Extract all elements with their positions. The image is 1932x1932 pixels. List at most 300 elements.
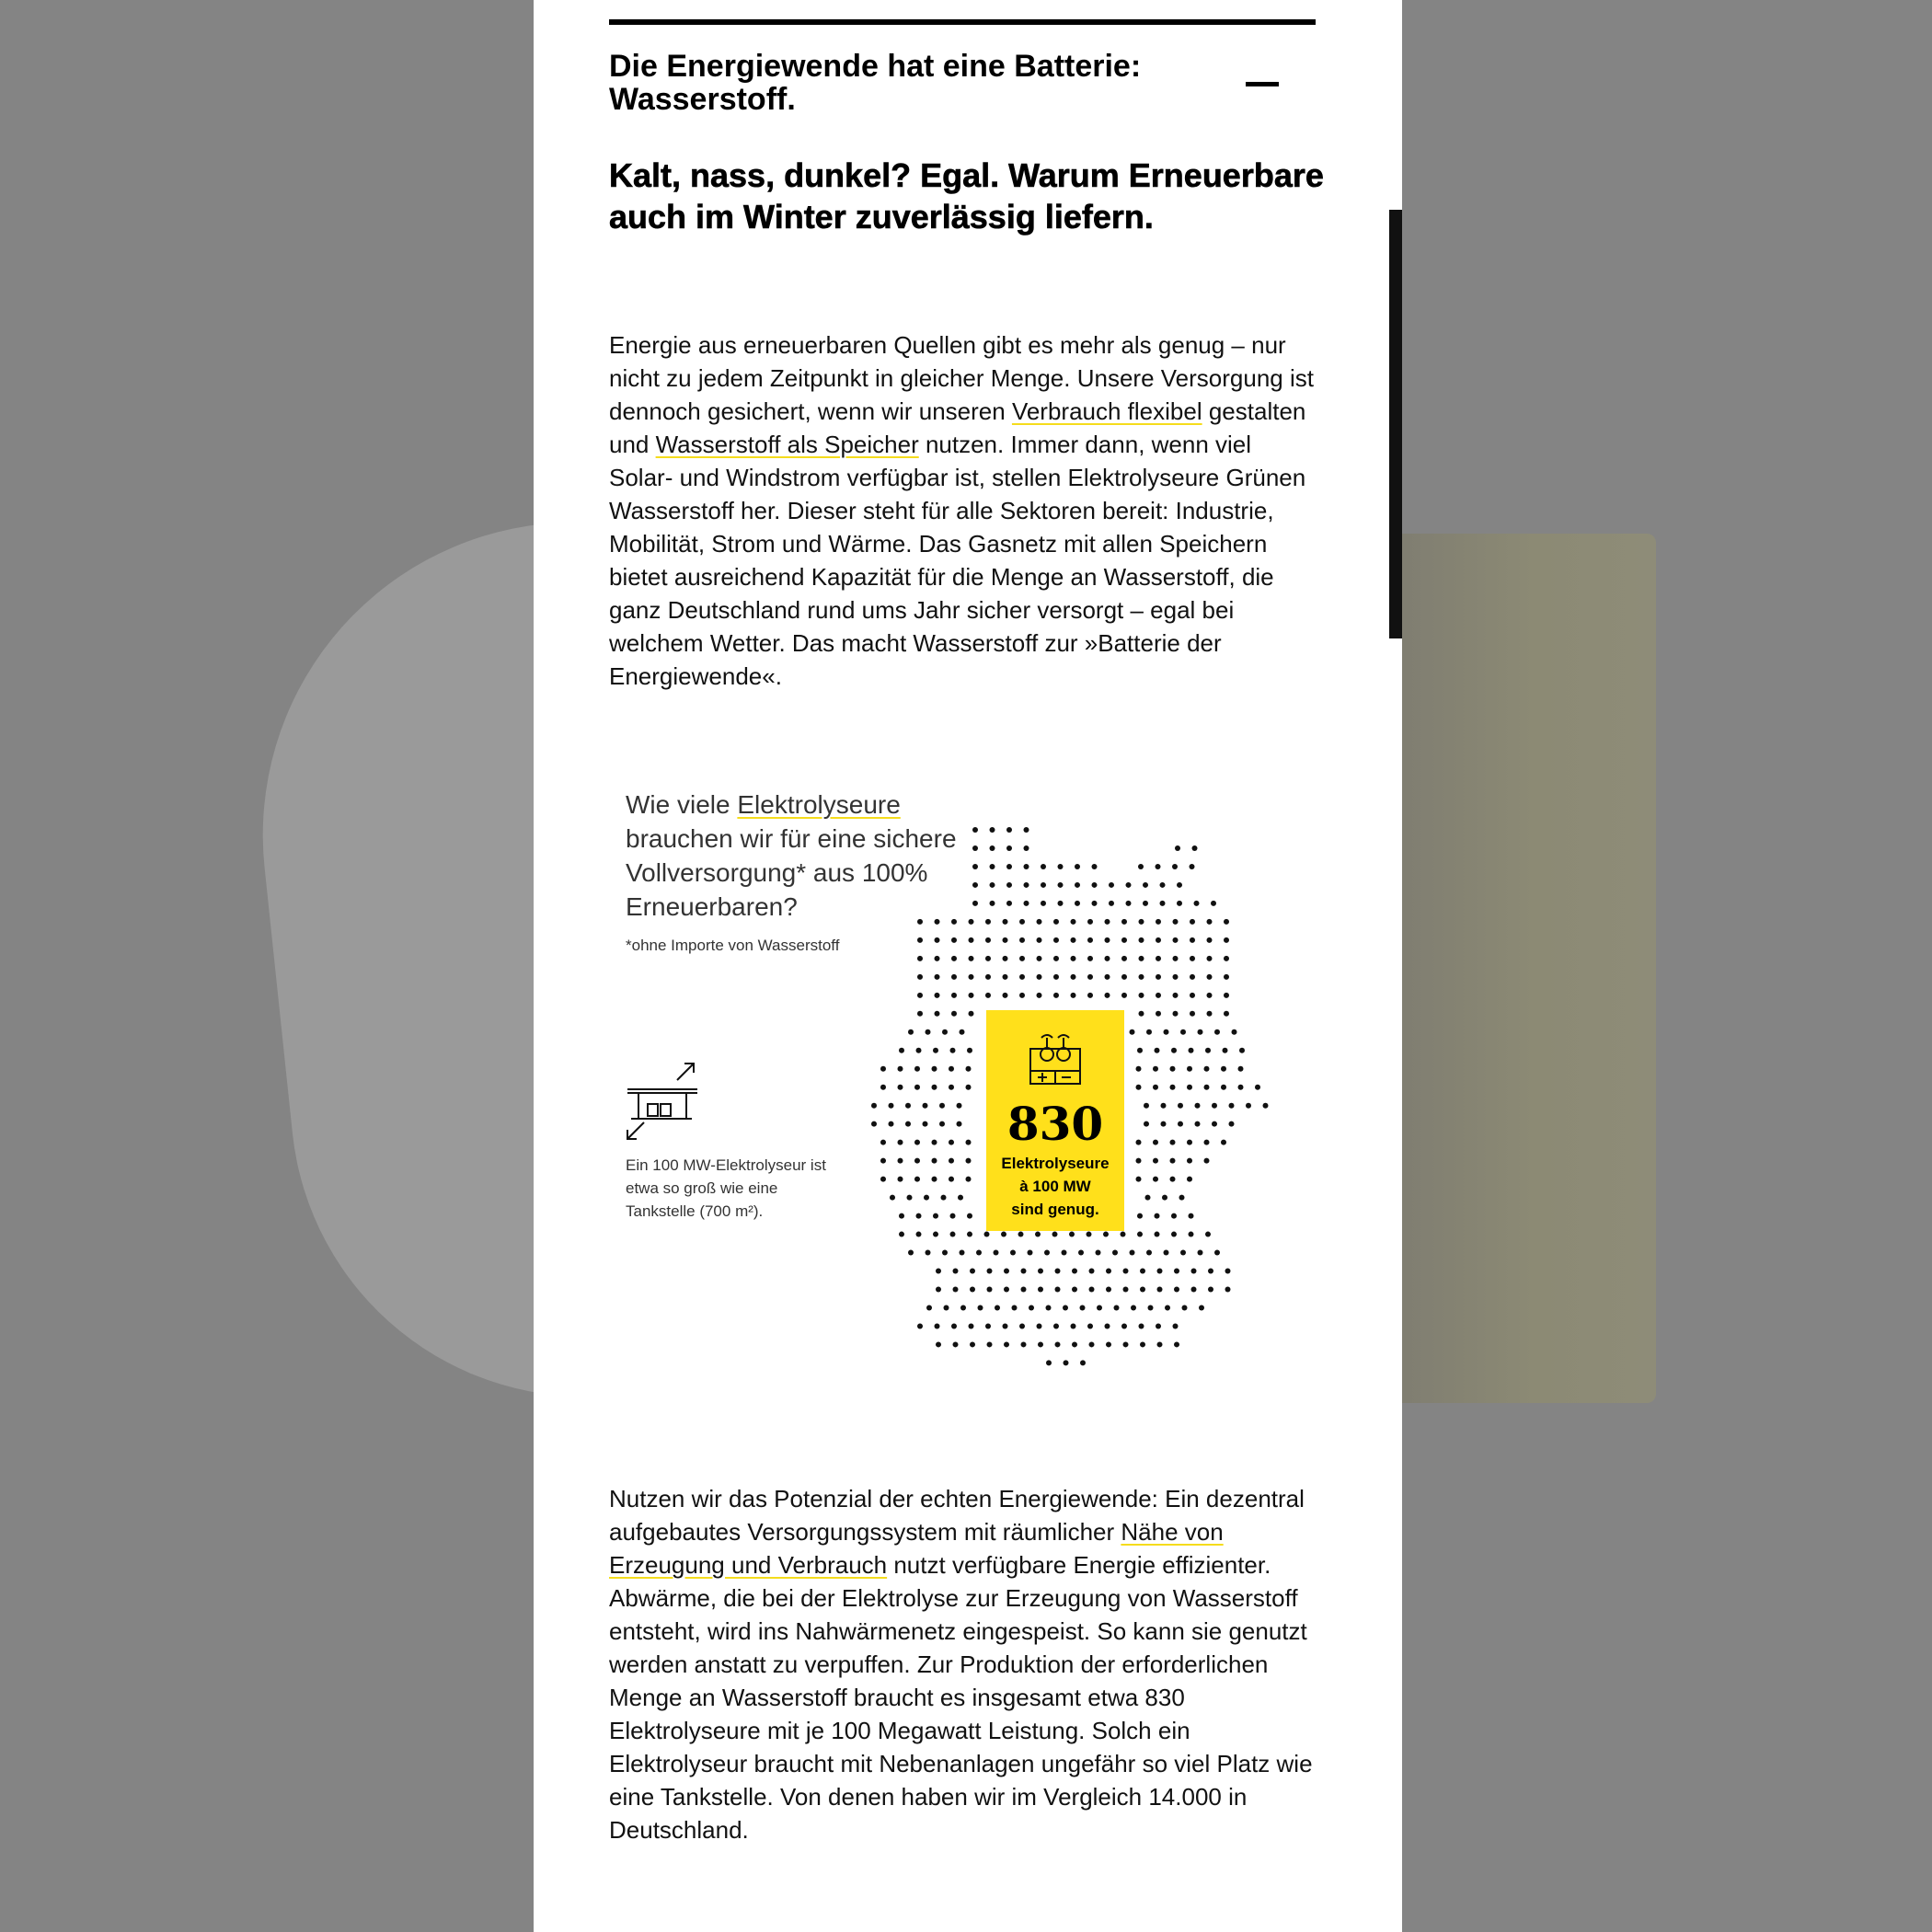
map-dot bbox=[969, 919, 974, 925]
map-dot bbox=[1139, 919, 1144, 925]
map-dot bbox=[898, 1066, 903, 1072]
map-dot bbox=[1121, 1323, 1127, 1328]
map-dot bbox=[942, 1250, 948, 1256]
map-dot bbox=[1207, 937, 1213, 943]
map-dot bbox=[935, 919, 940, 925]
map-dot bbox=[1225, 1269, 1231, 1274]
map-dot bbox=[1171, 1213, 1177, 1219]
map-dot bbox=[951, 919, 957, 925]
map-dot bbox=[1178, 1121, 1183, 1127]
map-dot bbox=[1246, 1103, 1251, 1109]
map-dot bbox=[1144, 1103, 1149, 1109]
map-dot bbox=[990, 882, 995, 888]
map-dot bbox=[1195, 1103, 1201, 1109]
intro-text-1: Energie aus erneuerbaren Quellen gibt es mehr als genug – nur nicht zu jedem Zeitpunkt in gleicher Menge. Unsere Versorgung ist dennoch gesichert, wenn wir unseren bbox=[609, 331, 1314, 425]
map-dot bbox=[1063, 1305, 1068, 1310]
map-dot bbox=[1028, 1250, 1033, 1256]
map-dot bbox=[939, 1121, 945, 1127]
map-dot bbox=[1046, 1305, 1052, 1310]
map-dot bbox=[1229, 1103, 1235, 1109]
map-dot bbox=[1071, 956, 1076, 961]
map-dot bbox=[1058, 864, 1064, 869]
intro-text-3: nutzen. Immer dann, wenn viel Solar- und Windstrom verfügbar ist, stellen Elektrolyseure Grünen Wasserstoff her. Dieser steht für alle Sektoren bereit: Industrie, Mobilität, Strom und Wärme. Das Gasnetz mit allen Speichern bietet ausreichend Kapazität für die Menge an Wasserstoff, die ganz Deutschland rund ums Jahr sicher versorgt – egal bei welchem Wetter. Das macht Wasserstoff zur »Batterie der Energiewende«. bbox=[609, 431, 1306, 690]
map-dot bbox=[1019, 1323, 1025, 1328]
map-dot bbox=[1199, 1305, 1204, 1310]
scrollbar-thumb[interactable] bbox=[1389, 210, 1402, 638]
map-dot bbox=[941, 1195, 947, 1201]
map-dot bbox=[957, 1121, 962, 1127]
map-dot bbox=[1140, 1287, 1145, 1293]
map-dot bbox=[985, 937, 991, 943]
map-dot bbox=[924, 1195, 929, 1201]
map-dot bbox=[1055, 1341, 1061, 1347]
map-dot bbox=[1170, 1158, 1176, 1164]
map-dot bbox=[1055, 1269, 1061, 1274]
map-dot bbox=[1178, 1103, 1183, 1109]
map-dot bbox=[1006, 901, 1012, 906]
map-dot bbox=[1207, 974, 1213, 980]
map-dot bbox=[914, 1140, 920, 1145]
map-dot bbox=[950, 1048, 956, 1053]
map-dot bbox=[1003, 993, 1008, 998]
map-dot bbox=[990, 901, 995, 906]
map-dot bbox=[978, 1305, 983, 1310]
map-dot bbox=[880, 1085, 886, 1090]
map-dot bbox=[1153, 1066, 1158, 1072]
map-dot bbox=[1207, 1011, 1213, 1017]
map-dot bbox=[917, 919, 923, 925]
map-dot bbox=[1105, 937, 1110, 943]
map-dot bbox=[969, 1011, 974, 1017]
map-dot bbox=[1153, 1177, 1158, 1182]
map-dot bbox=[990, 845, 995, 851]
question-text-1: Wie viele bbox=[626, 790, 738, 819]
map-dot bbox=[1130, 1029, 1135, 1035]
map-dot bbox=[1038, 1287, 1043, 1293]
map-dot bbox=[898, 1158, 903, 1164]
map-dot bbox=[1156, 993, 1161, 998]
map-dot bbox=[1136, 1140, 1142, 1145]
map-dot bbox=[1092, 864, 1098, 869]
map-dot bbox=[1019, 993, 1025, 998]
map-dot bbox=[899, 1213, 904, 1219]
map-dot bbox=[933, 1213, 938, 1219]
map-dot bbox=[950, 1213, 956, 1219]
map-dot bbox=[1174, 1269, 1179, 1274]
map-dot bbox=[1173, 956, 1179, 961]
map-dot bbox=[1232, 1029, 1237, 1035]
map-dot bbox=[1175, 845, 1180, 851]
map-dot bbox=[1144, 1121, 1149, 1127]
gas-station-scale-icon bbox=[626, 1060, 708, 1143]
map-dot bbox=[1187, 1140, 1192, 1145]
map-dot bbox=[1177, 901, 1182, 906]
map-dot bbox=[917, 1011, 923, 1017]
map-dot bbox=[1224, 993, 1229, 998]
map-dot bbox=[926, 1250, 931, 1256]
map-dot bbox=[1136, 1158, 1142, 1164]
map-dot bbox=[967, 1213, 972, 1219]
map-dot bbox=[1087, 1323, 1093, 1328]
map-dot bbox=[1069, 1232, 1075, 1237]
map-dot bbox=[880, 1177, 886, 1182]
map-dot bbox=[1003, 919, 1008, 925]
map-dot bbox=[985, 1323, 991, 1328]
map-dot bbox=[1072, 1341, 1077, 1347]
map-dot bbox=[908, 1250, 914, 1256]
map-dot bbox=[1195, 1121, 1201, 1127]
map-dot bbox=[1106, 1269, 1111, 1274]
map-dot bbox=[1075, 901, 1080, 906]
map-dot bbox=[1131, 1305, 1136, 1310]
map-dot bbox=[1173, 1323, 1179, 1328]
map-dot bbox=[1225, 1287, 1231, 1293]
map-dot bbox=[1112, 1250, 1118, 1256]
map-dot bbox=[914, 1177, 920, 1182]
map-dot bbox=[1004, 1269, 1009, 1274]
map-dot bbox=[1121, 919, 1127, 925]
map-dot bbox=[1238, 1085, 1244, 1090]
map-dot bbox=[1156, 1011, 1161, 1017]
map-dot bbox=[1263, 1103, 1269, 1109]
map-dot bbox=[917, 974, 923, 980]
map-dot bbox=[889, 1103, 894, 1109]
article-headline: Kalt, nass, dunkel? Egal. Warum Erneuerbare auch im Winter zuverlässig liefern. bbox=[609, 156, 1324, 236]
map-dot bbox=[1173, 937, 1179, 943]
map-dot bbox=[976, 1250, 982, 1256]
map-dot bbox=[880, 1158, 886, 1164]
map-dot bbox=[1155, 1232, 1160, 1237]
map-dot bbox=[969, 974, 974, 980]
map-dot bbox=[923, 1121, 928, 1127]
map-dot bbox=[1190, 919, 1195, 925]
map-dot bbox=[1174, 1341, 1179, 1347]
map-dot bbox=[987, 1269, 993, 1274]
map-dot bbox=[1189, 1213, 1194, 1219]
map-dot bbox=[1006, 882, 1012, 888]
map-dot bbox=[935, 1011, 940, 1017]
map-dot bbox=[1003, 1323, 1008, 1328]
map-dot bbox=[899, 1232, 904, 1237]
map-dot bbox=[1190, 956, 1195, 961]
map-dot bbox=[1173, 1011, 1179, 1017]
map-dot bbox=[984, 1232, 990, 1237]
map-dot bbox=[1105, 956, 1110, 961]
map-dot bbox=[899, 1048, 904, 1053]
top-divider bbox=[609, 19, 1316, 25]
map-dot bbox=[990, 864, 995, 869]
map-dot bbox=[970, 1269, 975, 1274]
map-dot bbox=[932, 1158, 937, 1164]
map-dot bbox=[1143, 882, 1148, 888]
map-dot bbox=[1044, 1250, 1050, 1256]
map-dot bbox=[1164, 1029, 1169, 1035]
map-dot bbox=[951, 956, 957, 961]
result-box bbox=[986, 1010, 1124, 1231]
map-dot bbox=[951, 1323, 957, 1328]
map-dot bbox=[1037, 937, 1042, 943]
map-dot bbox=[1212, 1121, 1217, 1127]
station-caption: Ein 100 MW-Elektrolyseur ist etwa so groß wie eine Tankstelle (700 m²). bbox=[626, 1156, 826, 1220]
map-dot bbox=[1024, 864, 1029, 869]
map-dot bbox=[1071, 1323, 1076, 1328]
map-dot bbox=[966, 1085, 972, 1090]
map-dot bbox=[1173, 974, 1179, 980]
map-dot bbox=[1156, 956, 1161, 961]
map-dot bbox=[936, 1341, 941, 1347]
map-dot bbox=[1041, 901, 1046, 906]
map-dot bbox=[914, 1085, 920, 1090]
map-dot bbox=[1156, 1323, 1161, 1328]
map-dot bbox=[985, 993, 991, 998]
map-dot bbox=[1055, 1287, 1061, 1293]
map-dot bbox=[985, 974, 991, 980]
map-dot bbox=[935, 993, 940, 998]
map-dot bbox=[1058, 901, 1064, 906]
map-dot bbox=[907, 1195, 913, 1201]
map-dot bbox=[1173, 993, 1179, 998]
map-dot bbox=[923, 1103, 928, 1109]
map-dot bbox=[1198, 1029, 1203, 1035]
map-dot bbox=[1191, 1287, 1197, 1293]
map-dot bbox=[1156, 937, 1161, 943]
map-dot bbox=[990, 827, 995, 833]
map-dot bbox=[1208, 1269, 1213, 1274]
map-dot bbox=[932, 1085, 937, 1090]
map-dot bbox=[1103, 1232, 1109, 1237]
map-dot bbox=[1121, 937, 1127, 943]
map-dot bbox=[1224, 956, 1229, 961]
map-dot bbox=[942, 1029, 948, 1035]
map-dot bbox=[1053, 956, 1059, 961]
map-dot bbox=[917, 1323, 923, 1328]
section-title[interactable]: Die Energiewende hat eine Batterie: Wasserstoff. bbox=[609, 49, 1142, 117]
map-dot bbox=[972, 845, 978, 851]
map-dot bbox=[1156, 974, 1161, 980]
map-dot bbox=[966, 1158, 972, 1164]
map-dot bbox=[960, 1305, 966, 1310]
map-dot bbox=[1182, 1305, 1188, 1310]
map-dot bbox=[898, 1140, 903, 1145]
map-dot bbox=[995, 1305, 1000, 1310]
map-dot bbox=[967, 1048, 972, 1053]
map-dot bbox=[1024, 901, 1029, 906]
map-dot bbox=[951, 993, 957, 998]
map-dot bbox=[1177, 882, 1182, 888]
link-naehe-erzeugung-verbrauch[interactable]: Nähe von Erzeugung und Verbrauch bbox=[609, 1518, 1224, 1579]
map-dot bbox=[1204, 1158, 1210, 1164]
map-dot bbox=[949, 1066, 954, 1072]
map-dot bbox=[1052, 1232, 1058, 1237]
map-dot bbox=[1121, 1232, 1126, 1237]
map-dot bbox=[1097, 1305, 1102, 1310]
map-dot bbox=[1204, 1085, 1210, 1090]
map-dot bbox=[950, 1232, 956, 1237]
map-dot bbox=[1221, 1066, 1226, 1072]
map-dot bbox=[972, 864, 978, 869]
outro-paragraph bbox=[609, 1482, 1317, 1846]
map-dot bbox=[987, 1341, 993, 1347]
map-dot bbox=[1041, 882, 1046, 888]
map-dot bbox=[1255, 1085, 1260, 1090]
map-dot bbox=[1121, 993, 1127, 998]
map-dot bbox=[958, 1195, 963, 1201]
map-dot bbox=[953, 1287, 959, 1293]
map-dot bbox=[916, 1213, 922, 1219]
map-dot bbox=[1155, 1048, 1160, 1053]
map-dot bbox=[1024, 827, 1029, 833]
map-dot bbox=[1071, 919, 1076, 925]
map-dot bbox=[1037, 956, 1042, 961]
map-dot bbox=[1190, 993, 1195, 998]
map-dot bbox=[1004, 1341, 1009, 1347]
map-dot bbox=[966, 1066, 972, 1072]
map-dot bbox=[1137, 1048, 1143, 1053]
map-dot bbox=[1105, 919, 1110, 925]
map-dot bbox=[1189, 1048, 1194, 1053]
map-dot bbox=[987, 1287, 993, 1293]
map-dot bbox=[1121, 956, 1127, 961]
map-dot bbox=[1171, 1048, 1177, 1053]
map-dot bbox=[1194, 901, 1200, 906]
map-dot bbox=[1170, 1066, 1176, 1072]
map-dot bbox=[933, 1048, 938, 1053]
map-dot bbox=[1038, 1269, 1043, 1274]
map-dot bbox=[932, 1177, 937, 1182]
map-dot bbox=[1053, 919, 1059, 925]
map-dot bbox=[1190, 1011, 1195, 1017]
map-dot bbox=[951, 974, 957, 980]
electrolyser-count: 830 bbox=[1006, 1097, 1104, 1151]
map-dot bbox=[1078, 1250, 1084, 1256]
map-dot bbox=[1207, 993, 1213, 998]
map-dot bbox=[1087, 956, 1093, 961]
map-dot bbox=[1087, 974, 1093, 980]
map-dot bbox=[905, 1103, 911, 1109]
map-dot bbox=[926, 1029, 931, 1035]
map-dot bbox=[935, 956, 940, 961]
map-dot bbox=[1161, 1121, 1167, 1127]
map-dot bbox=[1139, 937, 1144, 943]
map-dot bbox=[1165, 1305, 1170, 1310]
map-dot bbox=[970, 1287, 975, 1293]
outro-text-1: Nutzen wir das Potenzial der echten Energiewende: Ein dezentral aufgebautes Versorgungssystem mit räumlicher bbox=[609, 1485, 1305, 1546]
map-dot bbox=[1105, 974, 1110, 980]
map-dot bbox=[1021, 1341, 1027, 1347]
map-dot bbox=[1080, 1305, 1086, 1310]
map-dot bbox=[1170, 1177, 1176, 1182]
map-dot bbox=[1038, 1341, 1043, 1347]
map-dot bbox=[1003, 974, 1008, 980]
map-dot bbox=[1136, 1085, 1142, 1090]
map-dot bbox=[1114, 1305, 1120, 1310]
link-elektrolyseure[interactable]: Elektrolyseure bbox=[737, 790, 901, 819]
map-dot bbox=[1062, 1250, 1067, 1256]
map-dot bbox=[1157, 1341, 1163, 1347]
map-dot bbox=[1071, 993, 1076, 998]
map-dot bbox=[1221, 1085, 1226, 1090]
map-dot bbox=[966, 1140, 972, 1145]
map-dot bbox=[1187, 1158, 1192, 1164]
map-dot bbox=[957, 1103, 962, 1109]
map-dot bbox=[936, 1269, 941, 1274]
map-dot bbox=[1157, 1287, 1163, 1293]
map-dot bbox=[914, 1158, 920, 1164]
map-dot bbox=[898, 1177, 903, 1182]
map-dot bbox=[1190, 864, 1195, 869]
map-dot bbox=[1018, 1232, 1024, 1237]
map-dot bbox=[1160, 901, 1166, 906]
map-dot bbox=[890, 1195, 895, 1201]
link-wasserstoff-speicher[interactable]: Wasserstoff als Speicher bbox=[655, 431, 919, 458]
map-dot bbox=[1139, 974, 1144, 980]
map-dot bbox=[1105, 1323, 1110, 1328]
map-dot bbox=[1035, 1232, 1041, 1237]
map-dot bbox=[1162, 1195, 1167, 1201]
map-dot bbox=[1121, 974, 1127, 980]
map-dot bbox=[967, 1232, 972, 1237]
map-dot bbox=[1140, 1341, 1145, 1347]
map-dot bbox=[1041, 864, 1046, 869]
map-dot bbox=[1019, 974, 1025, 980]
map-dot bbox=[1003, 956, 1008, 961]
map-dot bbox=[1191, 1269, 1197, 1274]
map-dot bbox=[1123, 1269, 1129, 1274]
map-dot bbox=[1096, 1250, 1101, 1256]
collapse-minus-icon[interactable] bbox=[1246, 82, 1279, 86]
map-dot bbox=[1106, 1341, 1111, 1347]
map-dot bbox=[914, 1066, 920, 1072]
result-label-line-1: Elektrolyseure bbox=[1001, 1155, 1110, 1172]
map-dot bbox=[1161, 1103, 1167, 1109]
map-dot bbox=[1180, 1029, 1186, 1035]
map-dot bbox=[1214, 1250, 1220, 1256]
map-dot bbox=[1071, 937, 1076, 943]
map-dot bbox=[917, 956, 923, 961]
map-dot bbox=[969, 937, 974, 943]
result-label bbox=[986, 1152, 1124, 1221]
map-dot bbox=[1072, 1269, 1077, 1274]
map-dot bbox=[1006, 864, 1012, 869]
map-dot bbox=[969, 956, 974, 961]
map-dot bbox=[1021, 1287, 1027, 1293]
map-dot bbox=[1187, 1085, 1192, 1090]
electrolyser-icon bbox=[1027, 1030, 1084, 1087]
map-dot bbox=[1024, 845, 1029, 851]
map-dot bbox=[1136, 1066, 1142, 1072]
map-dot bbox=[1109, 901, 1114, 906]
map-dot bbox=[1139, 993, 1144, 998]
map-dot bbox=[1192, 845, 1198, 851]
map-dot bbox=[1179, 1195, 1185, 1201]
footnote: *ohne Importe von Wasserstoff bbox=[626, 937, 840, 954]
map-dot bbox=[1130, 1250, 1135, 1256]
link-verbrauch-flexibel[interactable]: Verbrauch flexibel bbox=[1011, 397, 1202, 425]
map-dot bbox=[1148, 1305, 1154, 1310]
map-dot bbox=[1140, 1269, 1145, 1274]
map-dot bbox=[1153, 1085, 1158, 1090]
map-dot bbox=[966, 1177, 972, 1182]
map-dot bbox=[1089, 1269, 1095, 1274]
map-dot bbox=[1214, 1029, 1220, 1035]
map-dot bbox=[1207, 956, 1213, 961]
map-dot bbox=[1053, 993, 1059, 998]
map-dot bbox=[994, 1250, 999, 1256]
map-dot bbox=[970, 1341, 975, 1347]
map-dot bbox=[1019, 937, 1025, 943]
map-dot bbox=[1223, 1048, 1228, 1053]
map-dot bbox=[1024, 882, 1029, 888]
